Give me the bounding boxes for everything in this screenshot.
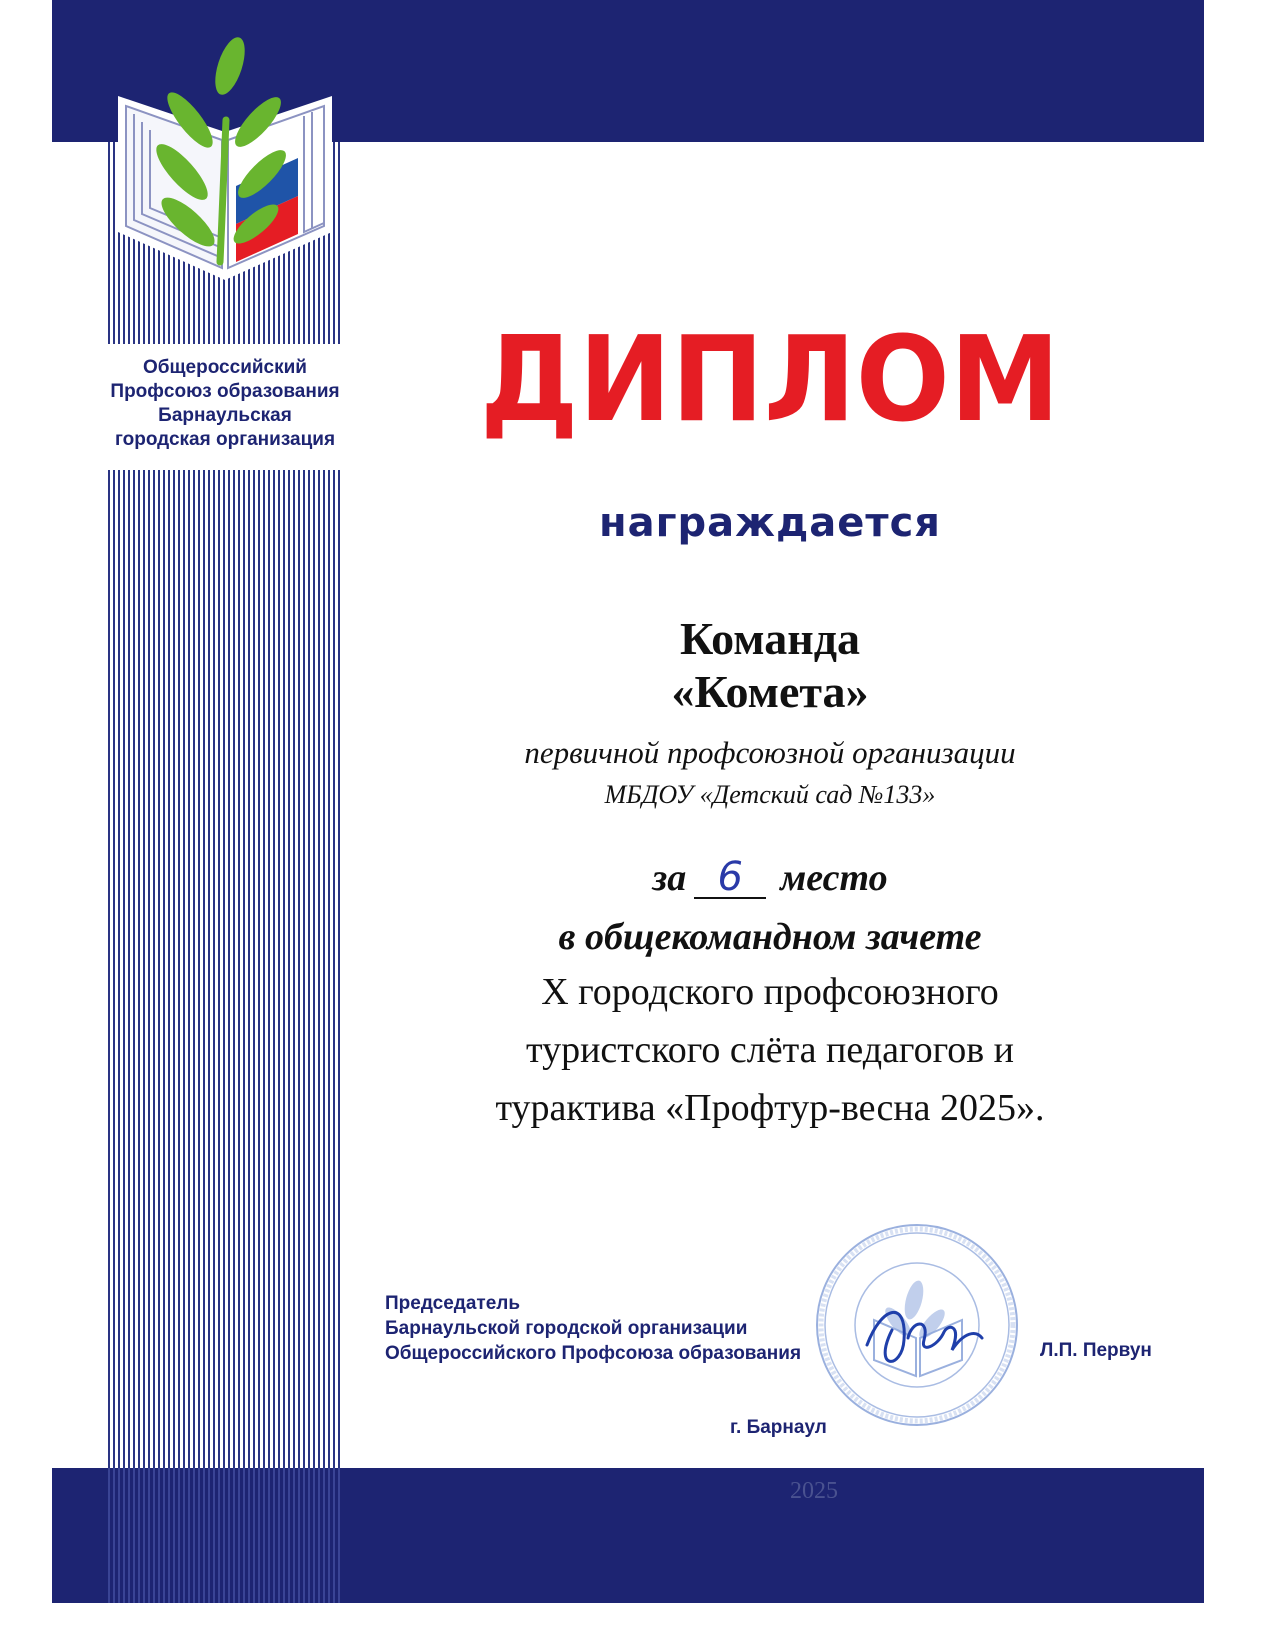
chairman-block: [385, 1291, 801, 1366]
team-label: Команда: [680, 613, 860, 664]
event-line: турактива «Профтур-весна 2025».: [495, 1087, 1045, 1129]
chairman-line: Общероссийского Профсоюза образования: [385, 1343, 802, 1364]
place-line: [400, 856, 1140, 900]
place-suffix: место: [780, 857, 888, 899]
place-value: 6: [694, 857, 766, 899]
signer-name: Л.П. Первун: [1040, 1340, 1152, 1361]
chairman-line: Барнаульской городской организации: [385, 1318, 748, 1339]
standing-line: в общекомандном зачете: [558, 916, 982, 958]
organization-line: Общероссийский: [142, 357, 307, 378]
chairman-line: Председатель: [385, 1293, 521, 1314]
event-line: X городского профсоюзного: [541, 971, 999, 1013]
side-stripes-bottom: [108, 470, 341, 1468]
organization-name: [100, 356, 350, 452]
awarded-heading: награждается: [599, 500, 941, 546]
official-stamp-icon: [812, 1220, 1022, 1430]
city: г. Барнаул: [730, 1417, 827, 1438]
organization-line: Барнаульская: [158, 405, 292, 426]
event-line: туристского слёта педагогов и: [525, 1029, 1014, 1071]
team-name: «Комета»: [671, 666, 869, 717]
diploma-title-text: ДИПЛОМ: [480, 320, 1060, 448]
year: 2025: [790, 1478, 838, 1504]
place-prefix: за: [652, 857, 687, 899]
diploma-title: [400, 320, 1140, 450]
union-logo-icon: [110, 36, 340, 284]
primary-org-line: первичной профсоюзной организации: [524, 735, 1016, 770]
kindergarten-line: МБДОУ «Детский сад №133»: [604, 780, 936, 809]
side-stripes-cap: [108, 1468, 341, 1603]
organization-line: Профсоюз образования: [110, 381, 340, 402]
organization-line: городская организация: [114, 429, 336, 450]
